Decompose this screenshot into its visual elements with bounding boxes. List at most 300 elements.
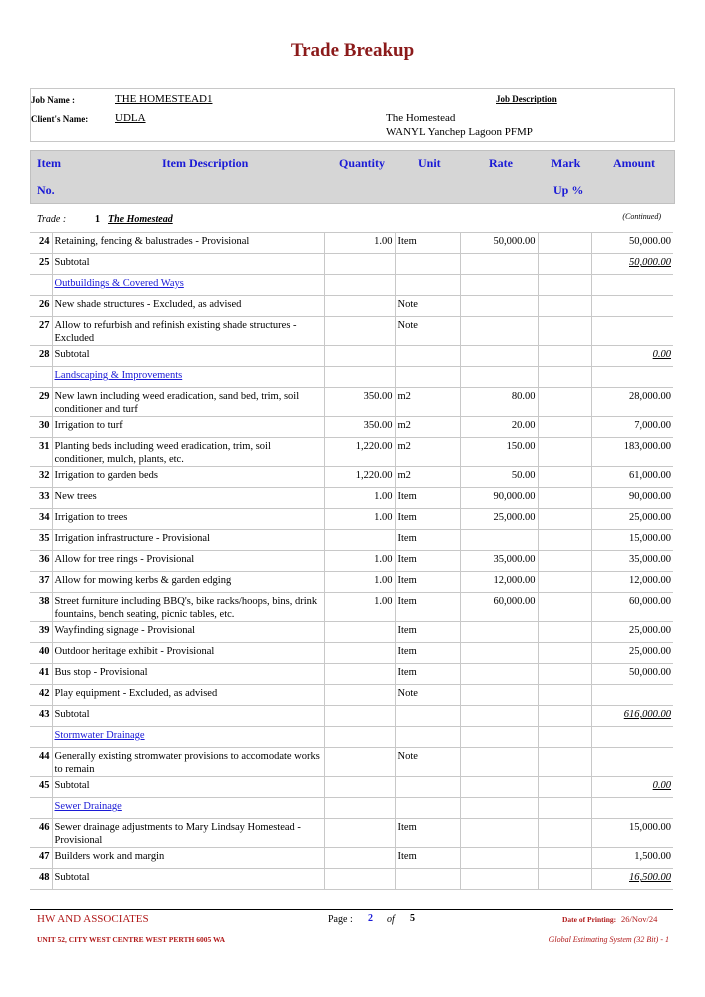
amount-cell bbox=[591, 777, 673, 798]
footer-company: HW AND ASSOCIATES bbox=[37, 913, 149, 925]
amount-cell bbox=[591, 275, 673, 296]
item-description-cell bbox=[52, 622, 324, 643]
subtotal-row bbox=[30, 777, 673, 798]
amount-cell bbox=[591, 296, 673, 317]
item-description: Irrigation to garden beds bbox=[54, 470, 159, 481]
item-number-cell bbox=[30, 317, 52, 346]
quantity-cell bbox=[324, 438, 395, 467]
section-row bbox=[30, 727, 673, 748]
amount: 25,000.00 bbox=[629, 512, 671, 523]
item-number-cell bbox=[30, 551, 52, 572]
item-description-cell bbox=[52, 488, 324, 509]
item-description-cell bbox=[52, 848, 324, 869]
amount-cell bbox=[591, 727, 673, 748]
rate: 60,000.00 bbox=[493, 596, 536, 607]
amount: 183,000.00 bbox=[623, 441, 671, 452]
table-row bbox=[30, 551, 673, 572]
amount-cell bbox=[591, 388, 673, 417]
item-description: Irrigation to trees bbox=[54, 512, 128, 523]
unit: Item bbox=[397, 625, 417, 636]
amount-cell bbox=[591, 748, 673, 777]
rate-cell bbox=[460, 706, 538, 727]
rate-cell bbox=[460, 488, 538, 509]
trade-number: 1 bbox=[95, 214, 100, 225]
unit: Item bbox=[397, 646, 417, 657]
trade-heading bbox=[30, 212, 673, 232]
rate: 20.00 bbox=[511, 420, 536, 431]
item-description: Irrigation to turf bbox=[54, 420, 123, 431]
rate-cell bbox=[460, 530, 538, 551]
amount-cell bbox=[591, 685, 673, 706]
rate-cell bbox=[460, 467, 538, 488]
job-name-label: Job Name : bbox=[31, 95, 75, 105]
footer-page-label: Page : bbox=[328, 914, 353, 925]
item-description: Irrigation infrastructure - Provisional bbox=[54, 533, 210, 544]
item-description-cell bbox=[52, 346, 324, 367]
markup-cell bbox=[538, 685, 591, 706]
item-description: New lawn including weed eradication, sand bed, trim, soil conditioner and turf bbox=[54, 391, 300, 415]
item-description: Subtotal bbox=[54, 349, 90, 360]
section-heading-cell bbox=[52, 275, 324, 296]
unit-cell bbox=[395, 848, 460, 869]
item-number: 30 bbox=[39, 420, 50, 431]
item-number-cell bbox=[30, 727, 52, 748]
quantity-cell bbox=[324, 509, 395, 530]
item-description: Sewer drainage adjustments to Mary Lindsay Homestead - Provisional bbox=[54, 822, 301, 846]
rate-cell bbox=[460, 869, 538, 890]
header-unit: Unit bbox=[418, 156, 441, 170]
amount-cell bbox=[591, 346, 673, 367]
unit-cell bbox=[395, 488, 460, 509]
item-description-cell bbox=[52, 869, 324, 890]
item-description: Allow for mowing kerbs & garden edging bbox=[54, 575, 232, 586]
table-row bbox=[30, 296, 673, 317]
unit-cell bbox=[395, 777, 460, 798]
item-description-cell bbox=[52, 438, 324, 467]
amount-cell bbox=[591, 643, 673, 664]
footer-divider bbox=[30, 909, 673, 910]
item-description: Bus stop - Provisional bbox=[54, 667, 148, 678]
quantity-cell bbox=[324, 467, 395, 488]
item-number: 44 bbox=[39, 751, 50, 762]
quantity: 350.00 bbox=[363, 420, 393, 431]
item-number-cell bbox=[30, 643, 52, 664]
unit: Note bbox=[397, 751, 418, 762]
table-row bbox=[30, 488, 673, 509]
quantity-cell bbox=[324, 664, 395, 685]
item-number: 27 bbox=[39, 320, 50, 331]
rate-cell bbox=[460, 346, 538, 367]
quantity: 1.00 bbox=[374, 575, 393, 586]
unit: Item bbox=[397, 575, 417, 586]
rate-cell bbox=[460, 296, 538, 317]
amount-cell bbox=[591, 848, 673, 869]
unit: Item bbox=[397, 554, 417, 565]
amount-cell bbox=[591, 572, 673, 593]
amount-cell bbox=[591, 488, 673, 509]
rate: 35,000.00 bbox=[493, 554, 536, 565]
amount-cell bbox=[591, 467, 673, 488]
unit-cell bbox=[395, 509, 460, 530]
amount: 1,500.00 bbox=[634, 851, 671, 862]
table-row bbox=[30, 622, 673, 643]
item-number-cell bbox=[30, 572, 52, 593]
quantity: 1.00 bbox=[374, 512, 393, 523]
markup-cell bbox=[538, 317, 591, 346]
unit-cell bbox=[395, 643, 460, 664]
footer-page-total: 5 bbox=[410, 913, 415, 924]
markup-cell bbox=[538, 664, 591, 685]
amount-cell bbox=[591, 233, 673, 254]
quantity-cell bbox=[324, 593, 395, 622]
item-description-cell bbox=[52, 777, 324, 798]
quantity: 1.00 bbox=[374, 596, 393, 607]
quantity-cell bbox=[324, 530, 395, 551]
rate-cell bbox=[460, 798, 538, 819]
trade-items-table bbox=[30, 232, 673, 890]
markup-cell bbox=[538, 869, 591, 890]
footer-address: UNIT 52, CITY WEST CENTRE WEST PERTH 6005 WA bbox=[37, 935, 226, 944]
header-item: Item bbox=[37, 156, 61, 170]
table-row bbox=[30, 438, 673, 467]
amount: 50,000.00 bbox=[629, 667, 671, 678]
unit-cell bbox=[395, 275, 460, 296]
job-description-label: Job Description bbox=[496, 94, 557, 104]
amount: 35,000.00 bbox=[629, 554, 671, 565]
rate-cell bbox=[460, 388, 538, 417]
amount-cell bbox=[591, 551, 673, 572]
rate-cell bbox=[460, 727, 538, 748]
markup-cell bbox=[538, 622, 591, 643]
unit: Item bbox=[397, 533, 417, 544]
subtotal-row bbox=[30, 869, 673, 890]
item-description: Outdoor heritage exhibit - Provisional bbox=[54, 646, 215, 657]
rate-cell bbox=[460, 551, 538, 572]
job-name-value: THE HOMESTEAD1 bbox=[115, 93, 213, 105]
quantity-cell bbox=[324, 777, 395, 798]
footer-page-number: 2 bbox=[368, 913, 373, 924]
item-number: 36 bbox=[39, 554, 50, 565]
quantity-cell bbox=[324, 622, 395, 643]
amount: 12,000.00 bbox=[629, 575, 671, 586]
section-row bbox=[30, 798, 673, 819]
item-number: 41 bbox=[39, 667, 50, 678]
amount: 50,000.00 bbox=[629, 257, 671, 268]
item-number: 26 bbox=[39, 299, 50, 310]
unit-cell bbox=[395, 664, 460, 685]
rate-cell bbox=[460, 664, 538, 685]
quantity-cell bbox=[324, 572, 395, 593]
amount-cell bbox=[591, 509, 673, 530]
unit-cell bbox=[395, 367, 460, 388]
quantity-cell bbox=[324, 869, 395, 890]
item-description: Subtotal bbox=[54, 872, 90, 883]
footer-of-label: of bbox=[387, 914, 395, 925]
rate-cell bbox=[460, 848, 538, 869]
unit-cell bbox=[395, 296, 460, 317]
quantity-cell bbox=[324, 798, 395, 819]
markup-cell bbox=[538, 572, 591, 593]
subtotal-row bbox=[30, 346, 673, 367]
unit: Note bbox=[397, 299, 418, 310]
markup-cell bbox=[538, 275, 591, 296]
item-number-cell bbox=[30, 777, 52, 798]
table-row bbox=[30, 388, 673, 417]
table-row bbox=[30, 819, 673, 848]
item-number-cell bbox=[30, 438, 52, 467]
markup-cell bbox=[538, 417, 591, 438]
rate-cell bbox=[460, 748, 538, 777]
header-rate: Rate bbox=[489, 156, 513, 170]
amount: 61,000.00 bbox=[629, 470, 671, 481]
quantity: 1.00 bbox=[374, 236, 393, 247]
unit-cell bbox=[395, 706, 460, 727]
unit: m2 bbox=[397, 441, 411, 452]
item-number-cell bbox=[30, 685, 52, 706]
unit-cell bbox=[395, 798, 460, 819]
job-info-box bbox=[30, 88, 675, 142]
item-number-cell bbox=[30, 467, 52, 488]
table-row bbox=[30, 467, 673, 488]
rate-cell bbox=[460, 417, 538, 438]
item-description: Builders work and margin bbox=[54, 851, 165, 862]
item-description-cell bbox=[52, 685, 324, 706]
item-number-cell bbox=[30, 296, 52, 317]
header-quantity: Quantity bbox=[339, 156, 386, 170]
item-description-cell bbox=[52, 643, 324, 664]
rate: 12,000.00 bbox=[493, 575, 536, 586]
rate-cell bbox=[460, 685, 538, 706]
markup-cell bbox=[538, 488, 591, 509]
quantity-cell bbox=[324, 685, 395, 706]
quantity-cell bbox=[324, 848, 395, 869]
trade-name: The Homestead bbox=[108, 214, 173, 225]
item-description-cell bbox=[52, 572, 324, 593]
section-heading: Outbuildings & Covered Ways bbox=[54, 278, 184, 289]
item-number-cell bbox=[30, 367, 52, 388]
rate-cell bbox=[460, 438, 538, 467]
section-heading: Sewer Drainage bbox=[54, 801, 122, 812]
quantity-cell bbox=[324, 367, 395, 388]
item-number: 34 bbox=[39, 512, 50, 523]
header-description: Item Description bbox=[162, 156, 249, 170]
quantity-cell bbox=[324, 233, 395, 254]
rate-cell bbox=[460, 593, 538, 622]
table-row bbox=[30, 593, 673, 622]
table-row bbox=[30, 848, 673, 869]
client-name-label: Client's Name: bbox=[31, 114, 89, 124]
unit-cell bbox=[395, 748, 460, 777]
item-number-cell bbox=[30, 388, 52, 417]
item-number-cell bbox=[30, 233, 52, 254]
header-mark: Mark bbox=[551, 156, 581, 170]
unit-cell bbox=[395, 869, 460, 890]
rate-cell bbox=[460, 819, 538, 848]
item-number: 25 bbox=[39, 257, 50, 268]
markup-cell bbox=[538, 798, 591, 819]
item-description: Allow to refurbish and refinish existing shade structures - Excluded bbox=[54, 320, 297, 344]
rate-cell bbox=[460, 572, 538, 593]
item-number-cell bbox=[30, 346, 52, 367]
trade-label: Trade : bbox=[37, 214, 67, 225]
quantity-cell bbox=[324, 488, 395, 509]
rate-cell bbox=[460, 509, 538, 530]
item-number-cell bbox=[30, 417, 52, 438]
item-number-cell bbox=[30, 798, 52, 819]
item-number: 38 bbox=[39, 596, 50, 607]
quantity-cell bbox=[324, 254, 395, 275]
item-description: Subtotal bbox=[54, 709, 90, 720]
footer-date: 26/Nov/24 bbox=[621, 914, 658, 924]
table-header bbox=[30, 150, 675, 204]
unit-cell bbox=[395, 727, 460, 748]
amount-cell bbox=[591, 622, 673, 643]
amount: 0.00 bbox=[652, 349, 671, 360]
amount: 90,000.00 bbox=[629, 491, 671, 502]
item-number: 33 bbox=[39, 491, 50, 502]
table-row bbox=[30, 685, 673, 706]
markup-cell bbox=[538, 438, 591, 467]
unit-cell bbox=[395, 438, 460, 467]
markup-cell bbox=[538, 467, 591, 488]
markup-cell bbox=[538, 296, 591, 317]
unit-cell bbox=[395, 572, 460, 593]
item-number-cell bbox=[30, 706, 52, 727]
item-description: Subtotal bbox=[54, 257, 90, 268]
item-description-cell bbox=[52, 317, 324, 346]
markup-cell bbox=[538, 748, 591, 777]
quantity-cell bbox=[324, 551, 395, 572]
item-description-cell bbox=[52, 593, 324, 622]
item-description-cell bbox=[52, 388, 324, 417]
footer-date-label: Date of Printing: bbox=[562, 915, 617, 924]
markup-cell bbox=[538, 367, 591, 388]
item-description-cell bbox=[52, 509, 324, 530]
item-description-cell bbox=[52, 296, 324, 317]
item-description-cell bbox=[52, 551, 324, 572]
table-row bbox=[30, 417, 673, 438]
amount-cell bbox=[591, 593, 673, 622]
item-description-cell bbox=[52, 819, 324, 848]
quantity-cell bbox=[324, 727, 395, 748]
item-number-cell bbox=[30, 509, 52, 530]
section-heading-cell bbox=[52, 367, 324, 388]
item-description: Wayfinding signage - Provisional bbox=[54, 625, 196, 636]
markup-cell bbox=[538, 819, 591, 848]
item-description-cell bbox=[52, 467, 324, 488]
unit-cell bbox=[395, 593, 460, 622]
section-heading-cell bbox=[52, 798, 324, 819]
item-number: 47 bbox=[39, 851, 50, 862]
item-number-cell bbox=[30, 488, 52, 509]
table-row bbox=[30, 530, 673, 551]
unit: m2 bbox=[397, 470, 411, 481]
item-description-cell bbox=[52, 664, 324, 685]
quantity-cell bbox=[324, 748, 395, 777]
unit-cell bbox=[395, 685, 460, 706]
item-description-cell bbox=[52, 748, 324, 777]
quantity: 1.00 bbox=[374, 554, 393, 565]
unit: m2 bbox=[397, 391, 411, 402]
item-number: 29 bbox=[39, 391, 50, 402]
unit-cell bbox=[395, 388, 460, 417]
unit: Item bbox=[397, 667, 417, 678]
item-description-cell bbox=[52, 530, 324, 551]
item-number: 40 bbox=[39, 646, 50, 657]
section-heading: Landscaping & Improvements bbox=[54, 370, 183, 381]
unit: Item bbox=[397, 491, 417, 502]
rate-cell bbox=[460, 275, 538, 296]
item-number-cell bbox=[30, 819, 52, 848]
amount: 60,000.00 bbox=[629, 596, 671, 607]
item-description: New trees bbox=[54, 491, 97, 502]
item-number: 37 bbox=[39, 575, 50, 586]
table-row bbox=[30, 748, 673, 777]
header-amount: Amount bbox=[613, 156, 656, 170]
unit: Note bbox=[397, 320, 418, 331]
amount-cell bbox=[591, 317, 673, 346]
quantity: 1,220.00 bbox=[355, 441, 393, 452]
markup-cell bbox=[538, 643, 591, 664]
rate-cell bbox=[460, 367, 538, 388]
quantity-cell bbox=[324, 317, 395, 346]
amount: 616,000.00 bbox=[623, 709, 671, 720]
markup-cell bbox=[538, 551, 591, 572]
markup-cell bbox=[538, 346, 591, 367]
unit-cell bbox=[395, 254, 460, 275]
continued-label: (Continued) bbox=[622, 212, 661, 221]
quantity: 1.00 bbox=[374, 491, 393, 502]
amount-cell bbox=[591, 530, 673, 551]
quantity: 1,220.00 bbox=[355, 470, 393, 481]
unit-cell bbox=[395, 551, 460, 572]
section-heading: Stormwater Drainage bbox=[54, 730, 145, 741]
item-number: 46 bbox=[39, 822, 50, 833]
amount: 16,500.00 bbox=[629, 872, 671, 883]
item-description-cell bbox=[52, 706, 324, 727]
rate: 150.00 bbox=[506, 441, 536, 452]
amount-cell bbox=[591, 367, 673, 388]
item-number: 48 bbox=[39, 872, 50, 883]
item-number-cell bbox=[30, 664, 52, 685]
item-description: Allow for tree rings - Provisional bbox=[54, 554, 195, 565]
markup-cell bbox=[538, 777, 591, 798]
unit: Item bbox=[397, 851, 417, 862]
unit-cell bbox=[395, 819, 460, 848]
amount-cell bbox=[591, 438, 673, 467]
quantity-cell bbox=[324, 388, 395, 417]
item-description: Subtotal bbox=[54, 780, 90, 791]
rate: 25,000.00 bbox=[493, 512, 536, 523]
item-number: 45 bbox=[39, 780, 50, 791]
unit: Item bbox=[397, 512, 417, 523]
item-number-cell bbox=[30, 593, 52, 622]
unit-cell bbox=[395, 467, 460, 488]
table-row bbox=[30, 643, 673, 664]
rate: 50.00 bbox=[511, 470, 536, 481]
item-number: 42 bbox=[39, 688, 50, 699]
item-description: Retaining, fencing & balustrades - Provisional bbox=[54, 236, 250, 247]
header-no: No. bbox=[37, 183, 55, 197]
rate-cell bbox=[460, 777, 538, 798]
header-up: Up % bbox=[553, 183, 584, 197]
amount-cell bbox=[591, 706, 673, 727]
item-number-cell bbox=[30, 254, 52, 275]
quantity-cell bbox=[324, 296, 395, 317]
item-description-cell bbox=[52, 233, 324, 254]
amount: 28,000.00 bbox=[629, 391, 671, 402]
unit: Item bbox=[397, 596, 417, 607]
